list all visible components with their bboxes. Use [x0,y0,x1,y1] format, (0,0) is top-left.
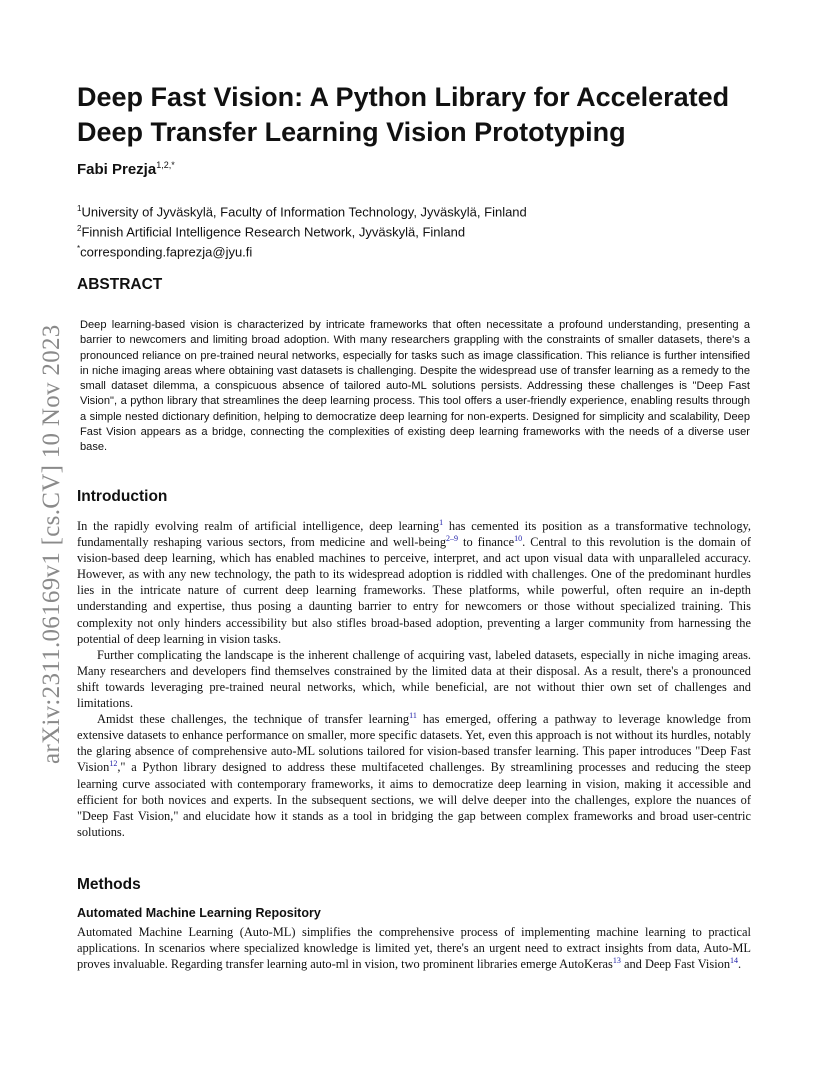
introduction-body [77,518,751,840]
citation-link[interactable]: 13 [612,956,621,966]
introduction-paragraph-3: Amidst these challenges, the technique of transfer learning$^{11}$ has emerged, offering a pathway to leverage knowledge from extensive datasets to enhance performance on smaller, more specific datasets. Yet, even this approach is not without its hurdles, notably the glaring absence of comprehensive auto-ML solutions tailored for vision-based transfer learning. This paper introduces "Deep Fast Vision$^{12}$," a Python library designed to address these multifaceted challenges. By streamlining processes and reducing the steep learning curve associated with contemporary frameworks, it aims to democratize deep learning in vision, making it accessible and efficient for both novices and experts. In the subsequent sections, we will delve deeper into the challenges, explore the nuances of "Deep Fast Vision," and elucidate how it stands as a tool in bridging the gap between complex frameworks and broad user-centric solutions. [77,711,751,839]
abstract-text: Deep learning-based vision is characterized by intricate frameworks that often necessitate a profound understanding, presenting a barrier to newcomers and limiting broad adoption. With many researchers grappling with the constraints of smaller datasets, there's a pronounced reliance on pre-trained neural networks, especially for tasks such as image classification. This reliance is further intensified in niche imaging areas where obtaining vast datasets is challenging. Despite the widespread use of transfer learning as a remedy to the small dataset dilemma, a conspicuous absence of tailored auto-ML solutions persists. Addressing these challenges is "Deep Fast Vision", a python library that streamlines the deep learning process. This tool offers a user-friendly experience, enabling results through a simple nested dictionary definition, helping to democratize deep learning for non-experts. Designed for simplicity and scalability, Deep Fast Vision appears as a bridge, connecting the complexities of existing deep learning frameworks with the needs of a diverse user base. [80,319,750,454]
affiliation-2: $^2$Finnish Artificial Intelligence Research Network, Jyväskylä, Finland [77,223,466,240]
affiliation-1: $^1$University of Jyväskylä, Faculty of Information Technology, Jyväskylä, Finland [77,204,527,220]
methods-heading: Methods [77,876,141,893]
citation-link[interactable]: 12 [109,759,118,769]
citation-link[interactable]: 1 [439,517,444,527]
citation-link[interactable]: 14 [730,956,739,966]
affiliations [77,201,527,260]
methods-paragraph-1: Automated Machine Learning (Auto-ML) simplifies the comprehensive process of implementing machine learning to practical applications. In scenarios where specialized knowledge is limited yet, there's an urgent need to extract insights from data, Auto-ML proves invaluable. Regarding transfer learning auto-ml in vision, two prominent libraries emerge AutoKeras$^{13}$ and Deep Fast Vision$^{14}$. [77,925,751,972]
methods-body [77,924,751,972]
introduction-heading: Introduction [77,488,168,505]
corresponding-email[interactable]: *corresponding.faprezja@jyu.fi [77,243,253,259]
introduction-paragraph-1: In the rapidly evolving realm of artificial intelligence, deep learning$^1$ has cemented its position as a transformative technology, fundamentally reshaping various sectors, from medicine and well-being$^{2-9}$ to finance$^{10}$. Central to this revolution is the domain of vision-based deep learning, which has enabled machines to perceive, interpret, and act upon visual data with unparalleled accuracy. However, as with any new technology, the path to its widespread adoption is riddled with challenges. One of the predominant hurdles lies in the intricate nature of current deep learning frameworks. These platforms, while powerful, often require an in-depth understanding and expertise, thus posing a daunting barrier to entry for newcomers or those without specialized training. This complexity not only hinders accessibility but also stifles broad-based adoption, preventing a larger community from harnessing the potential of deep learning in vision tasks. [77,517,752,646]
arxiv-identifier: arXiv:2311.06169v1 [cs.CV] 10 Nov 2023 [38,324,65,764]
citation-link[interactable]: 10 [514,533,523,543]
citation-link[interactable]: 2–9 [446,533,459,543]
methods-subheading: Automated Machine Learning Repository [77,906,321,920]
author-marks: 1,2,* [156,160,175,170]
author-line [77,160,175,178]
citation-link[interactable]: 11 [409,711,417,720]
introduction-paragraph-2: Further complicating the landscape is the inherent challenge of acquiring vast, labeled datasets, especially in niche imaging areas. Many researchers and developers find themselves constrained by the limited data at their disposal. As a result, there's a pronounced shift towards leveraging pre-trained neural networks, which, while beneficial, are not without thier own set of challenges and limitations. [77,647,751,711]
author-name: Fabi Prezja [77,161,157,178]
abstract-heading: ABSTRACT [77,276,163,293]
paper-title: Deep Fast Vision: A Python Library for Accelerated Deep Transfer Learning Vision Prototyping [77,82,730,147]
